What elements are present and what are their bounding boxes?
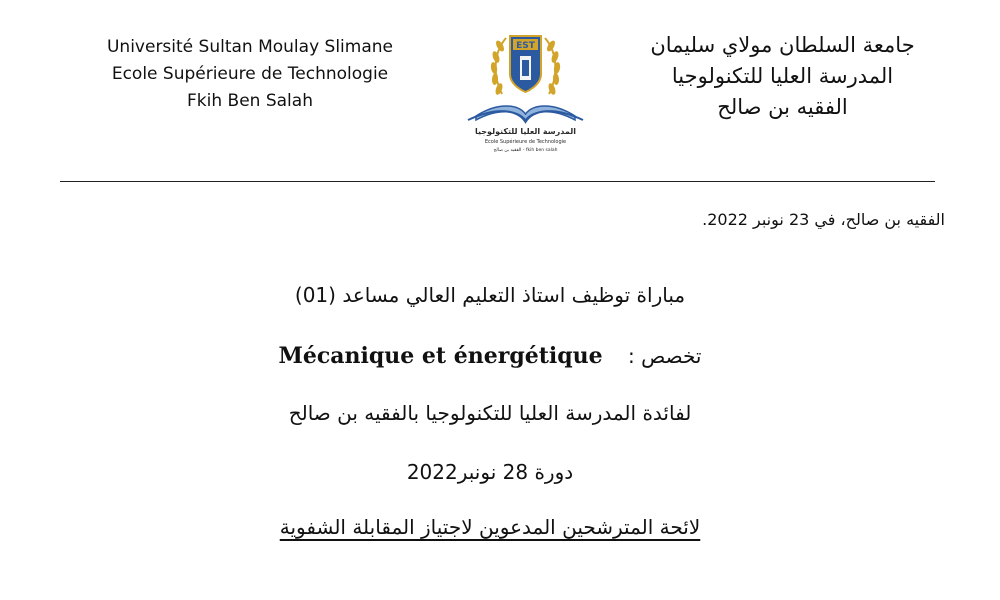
school-name-ar: المدرسة العليا للتكنولوجيا bbox=[671, 64, 894, 88]
specialty-line bbox=[240, 343, 740, 369]
arabic-institution-header bbox=[640, 30, 925, 123]
session-date: دورة 28 نونبر2022 bbox=[406, 460, 574, 484]
french-institution-header bbox=[60, 34, 440, 115]
est-logo bbox=[458, 30, 593, 160]
specialty-label: تخصص : bbox=[628, 344, 702, 368]
university-name-ar: جامعة السلطان مولاي سليمان bbox=[650, 33, 915, 57]
candidates-list-title: لائحة المترشحين المدعوين لاجتياز المقابلة الشفوية bbox=[279, 515, 701, 539]
city-name-fr: Fkih Ben Salah bbox=[187, 91, 313, 111]
svg-text:المدرسة العليا للتكنولوجيا: المدرسة العليا للتكنولوجيا bbox=[475, 127, 576, 136]
university-name-fr: Université Sultan Moulay Slimane bbox=[106, 37, 393, 57]
competition-title: مباراة توظيف استاذ التعليم العالي مساعد (01) bbox=[294, 283, 686, 307]
school-name-fr: Ecole Supérieure de Technologie bbox=[111, 64, 389, 84]
city-name-ar: الفقيه بن صالح bbox=[717, 95, 848, 119]
beneficiary-school: لفائدة المدرسة العليا للتكنولوجيا بالفقيه بن صالح bbox=[288, 401, 692, 425]
header-divider bbox=[60, 181, 935, 182]
specialty-value: Mécanique et énergétique bbox=[278, 343, 603, 369]
date-line: الفقيه بن صالح، في 23 نونبر 2022. bbox=[702, 210, 945, 229]
svg-text:EST: EST bbox=[516, 41, 535, 51]
svg-text:Ecole Supérieure de Technologi: Ecole Supérieure de Technologie bbox=[484, 139, 567, 145]
svg-text:الفقيه بن صالح - fkih ben sala: الفقيه بن صالح - fkih ben salah bbox=[493, 148, 558, 153]
